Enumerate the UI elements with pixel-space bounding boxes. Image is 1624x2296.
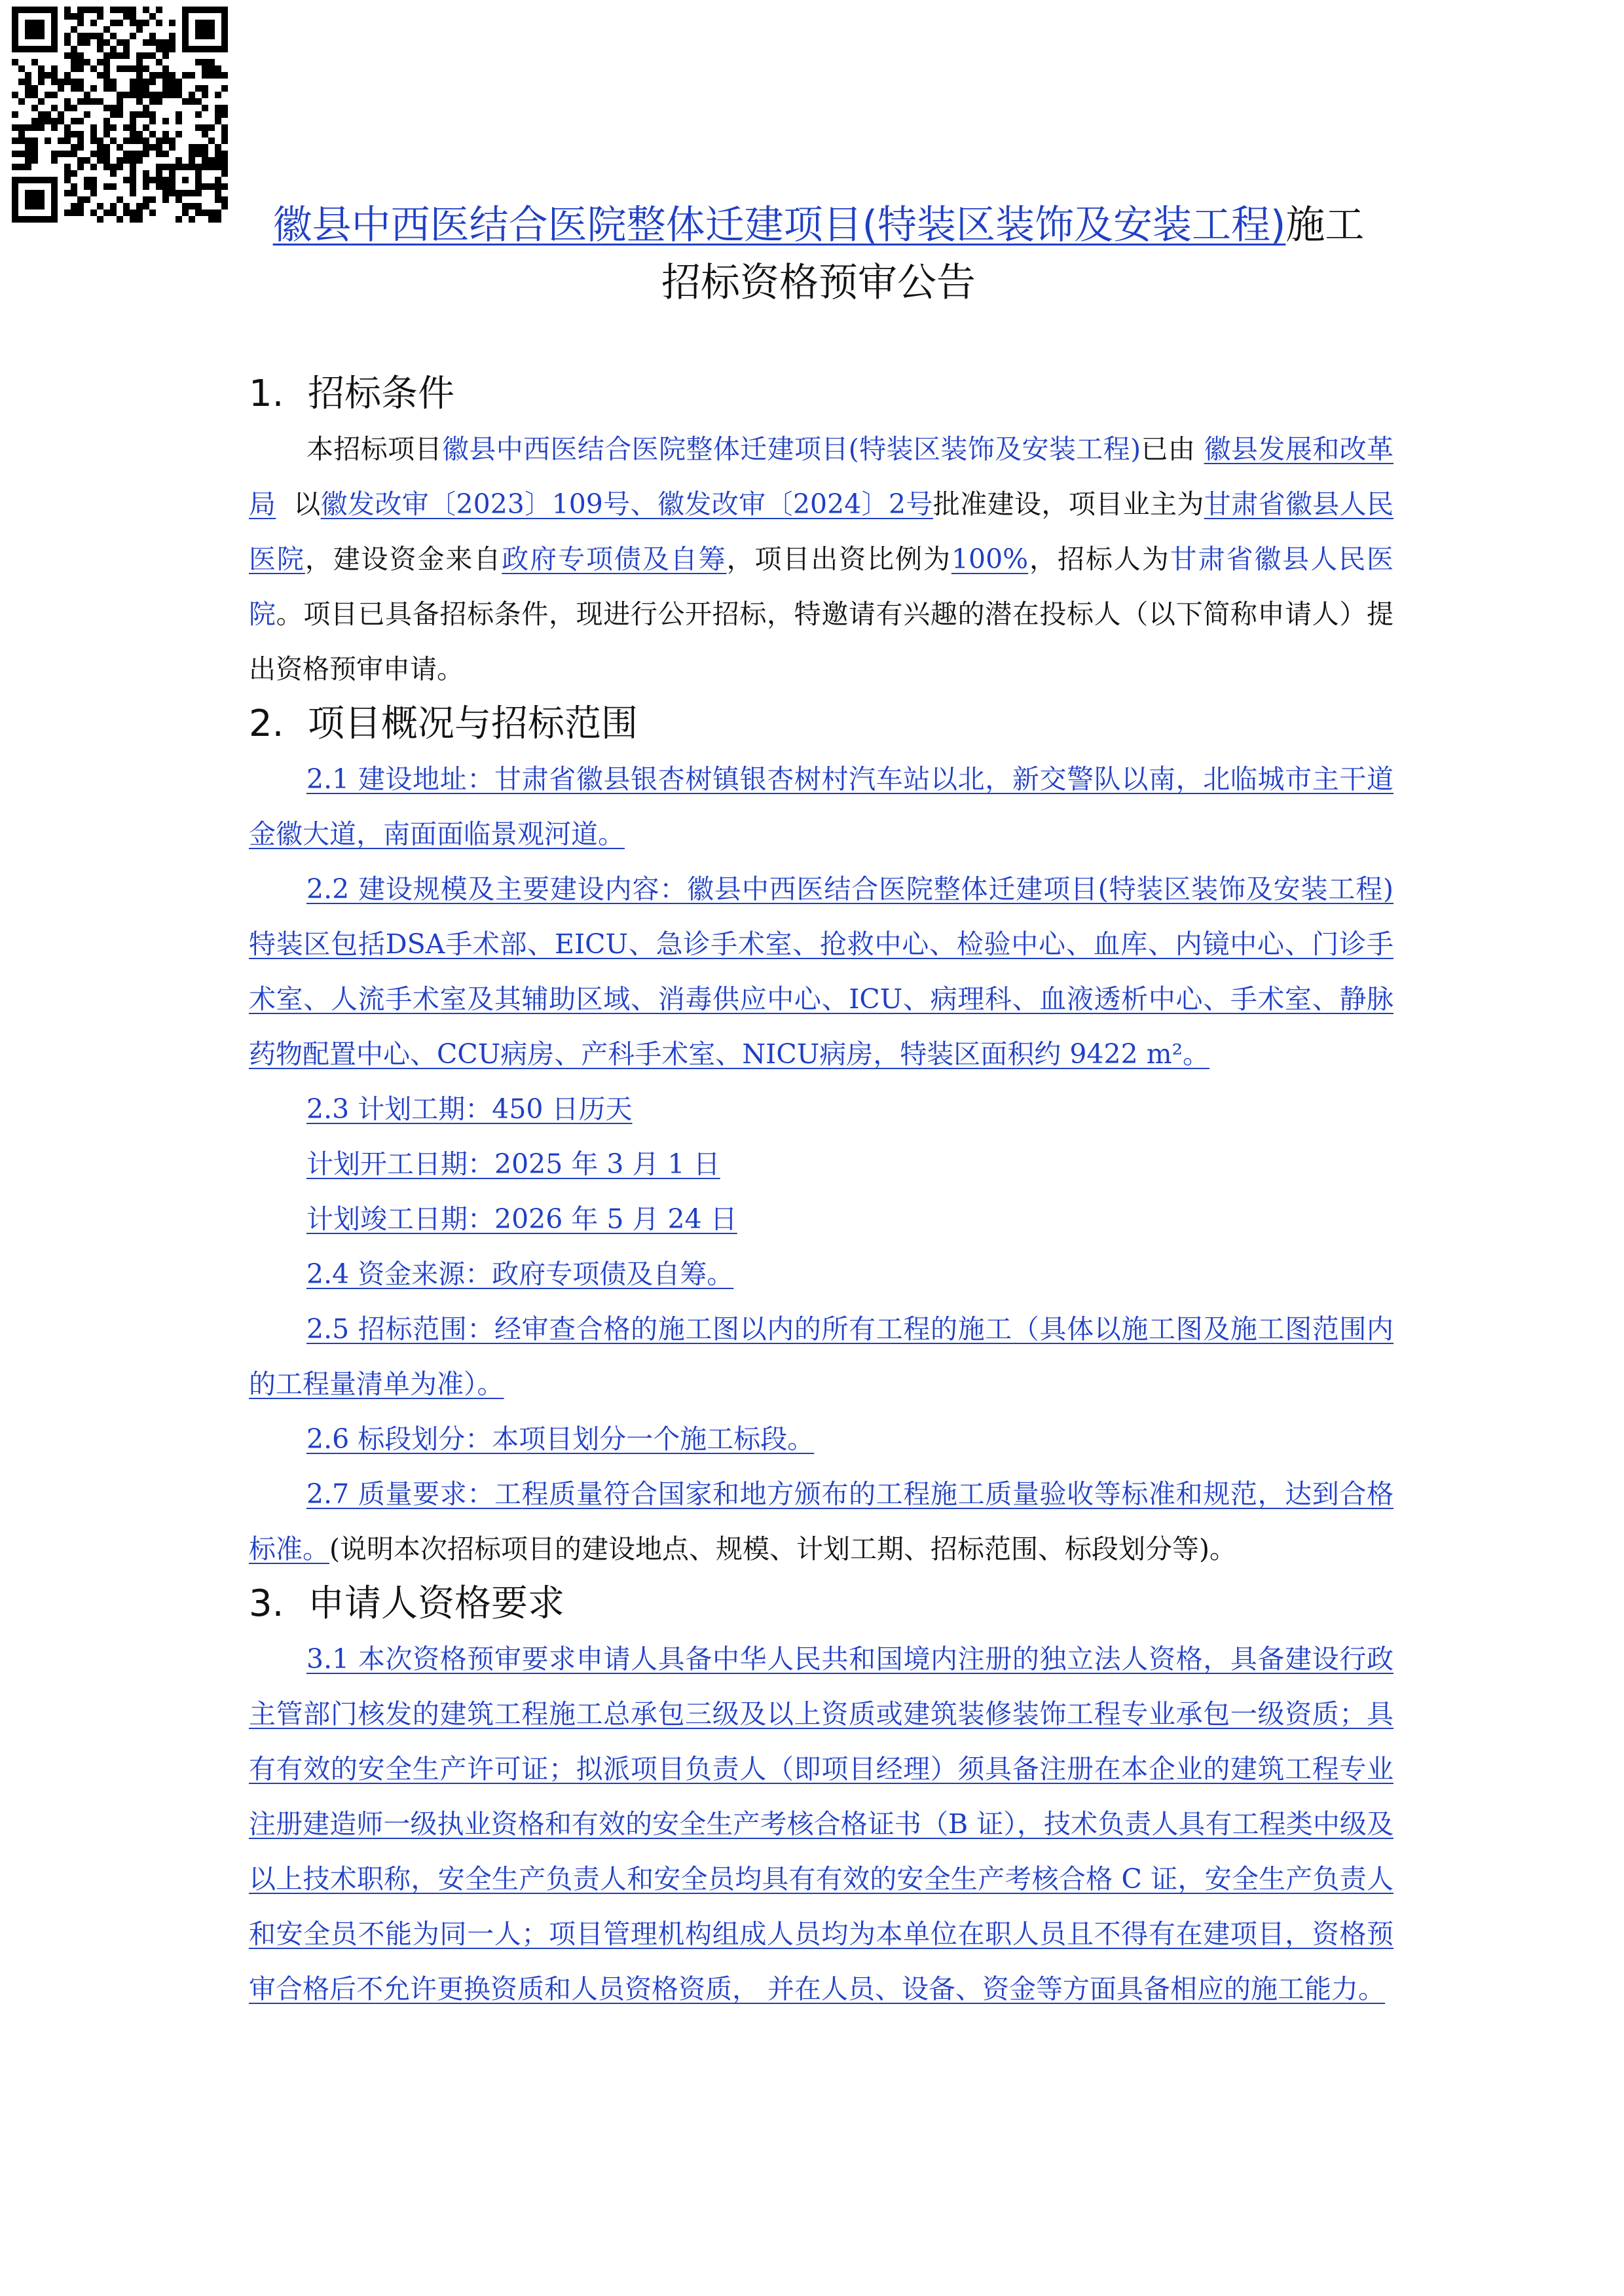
page-title <box>255 196 1382 312</box>
item-2-5[interactable]: 2.5 招标范围：经审查合格的施工图以内的所有工程的施工（具体以施工图及施工图范围内的工程量清单为准）。 <box>249 1313 1393 1400</box>
section-3-heading: 3. 申请人资格要求 <box>249 1582 564 1625</box>
tenderer-name: 甘肃省徽县人民医院 <box>249 543 1394 630</box>
item-2-6[interactable]: 2.6 标段划分：本项目划分一个施工标段。 <box>306 1423 815 1455</box>
approver-link[interactable]: 徽县发展和改革局 <box>249 433 1393 520</box>
item-2-7[interactable]: 2.7 质量要求：工程质量符合国家和地方颁布的工程施工质量验收等标准和规范，达到合格标准。(说明本次招标项目的建设地点、规模、计划工期、招标范围、标段划分等)。 <box>249 1478 1393 1565</box>
section-1-paragraph: 本招标项目徽县中西医结合医院整体迁建项目(特装区装饰及安装工程)已由 徽县发展和改革局 以徽发改审〔2023〕109号、徽发改审〔2024〕2号批准建设，项目业主为甘肃省徽县人民医院，建设资金来自政府专项债及自筹，项目出资比例为100%，招标人为甘肃省徽县人民医院。项目已具备招标条件，现进行公开招标，特邀请有兴趣的潜在投标人（以下简称申请人）提出资格预审申请。 <box>249 433 1394 685</box>
section-1-heading: 1. 招标条件 <box>249 373 454 415</box>
ratio-link[interactable]: 100% <box>951 543 1029 575</box>
item-2-3[interactable]: 2.3 计划工期：450 日历天 <box>306 1093 633 1125</box>
start-date[interactable]: 计划开工日期：2025 年 3 月 1 日 <box>306 1148 720 1180</box>
item-2-2[interactable]: 2.2 建设规模及主要建设内容：徽县中西医结合医院整体迁建项目(特装区装饰及安装工程)特装区包括DSA手术部、EICU、急诊手术室、抢救中心、检验中心、血库、内镜中心、门诊手术室、人流手术室及其辅助区域、消毒供应中心、ICU、病理科、血液透析中心、手术室、静脉药物配置中心、CCU病房、产科手术室、NICU病房，特装区面积约 9422 m²。 <box>249 873 1393 1070</box>
item-2-1[interactable]: 2.1 建设地址：甘肃省徽县银杏树镇银杏树村汽车站以北，新交警队以南，北临城市主干道金徽大道，南面面临景观河道。 <box>249 763 1393 850</box>
item-2-4[interactable]: 2.4 资金来源：政府专项债及自筹。 <box>306 1258 734 1290</box>
document-body <box>249 367 1393 2016</box>
title-rest: 施工招标资格预审公告 <box>661 202 1365 306</box>
end-date[interactable]: 计划竣工日期：2026 年 5 月 24 日 <box>306 1203 737 1235</box>
fund-source-link[interactable]: 政府专项债及自筹 <box>502 543 727 575</box>
section-2-note: (说明本次招标项目的建设地点、规模、计划工期、招标范围、标段划分等)。 <box>329 1533 1236 1565</box>
item-3-1[interactable]: 3.1 本次资格预审要求申请人具备中华人民共和国境内注册的独立法人资格，具备建设行政主管部门核发的建筑工程施工总承包三级及以上资质或建筑装修装饰工程专业承包一级资质；具有有效的安全生产许可证；拟派项目负责人（即项目经理）须具备注册在本企业的建筑工程专业注册建造师一级执业资格和有效的安全生产考核合格证书（B 证），技术负责人具有工程类中级及以上技术职称，安全生产负责人和安全员均具有有效的安全生产考核合格 C 证，安全生产负责人和安全员不能为同一人；项目管理机构组成人员均为本单位在职人员且不得有在建项目，资格预审合格后不允许更换资质和人员资格资质， 并在人员、设备、资金等方面具备相应的施工能力。 <box>249 1643 1393 2005</box>
approval-number-link[interactable]: 徽发改审〔2023〕109号、徽发改审〔2024〕2号 <box>320 488 933 520</box>
project-name: 徽县中西医结合医院整体迁建项目(特装区装饰及安装工程) <box>441 433 1141 465</box>
qr-code <box>12 7 228 223</box>
owner-link[interactable]: 甘肃省徽县人民医院 <box>249 488 1394 575</box>
section-2-heading: 2. 项目概况与招标范围 <box>249 702 638 745</box>
title-project-link[interactable]: 徽县中西医结合医院整体迁建项目(特装区装饰及安装工程) <box>272 202 1286 248</box>
